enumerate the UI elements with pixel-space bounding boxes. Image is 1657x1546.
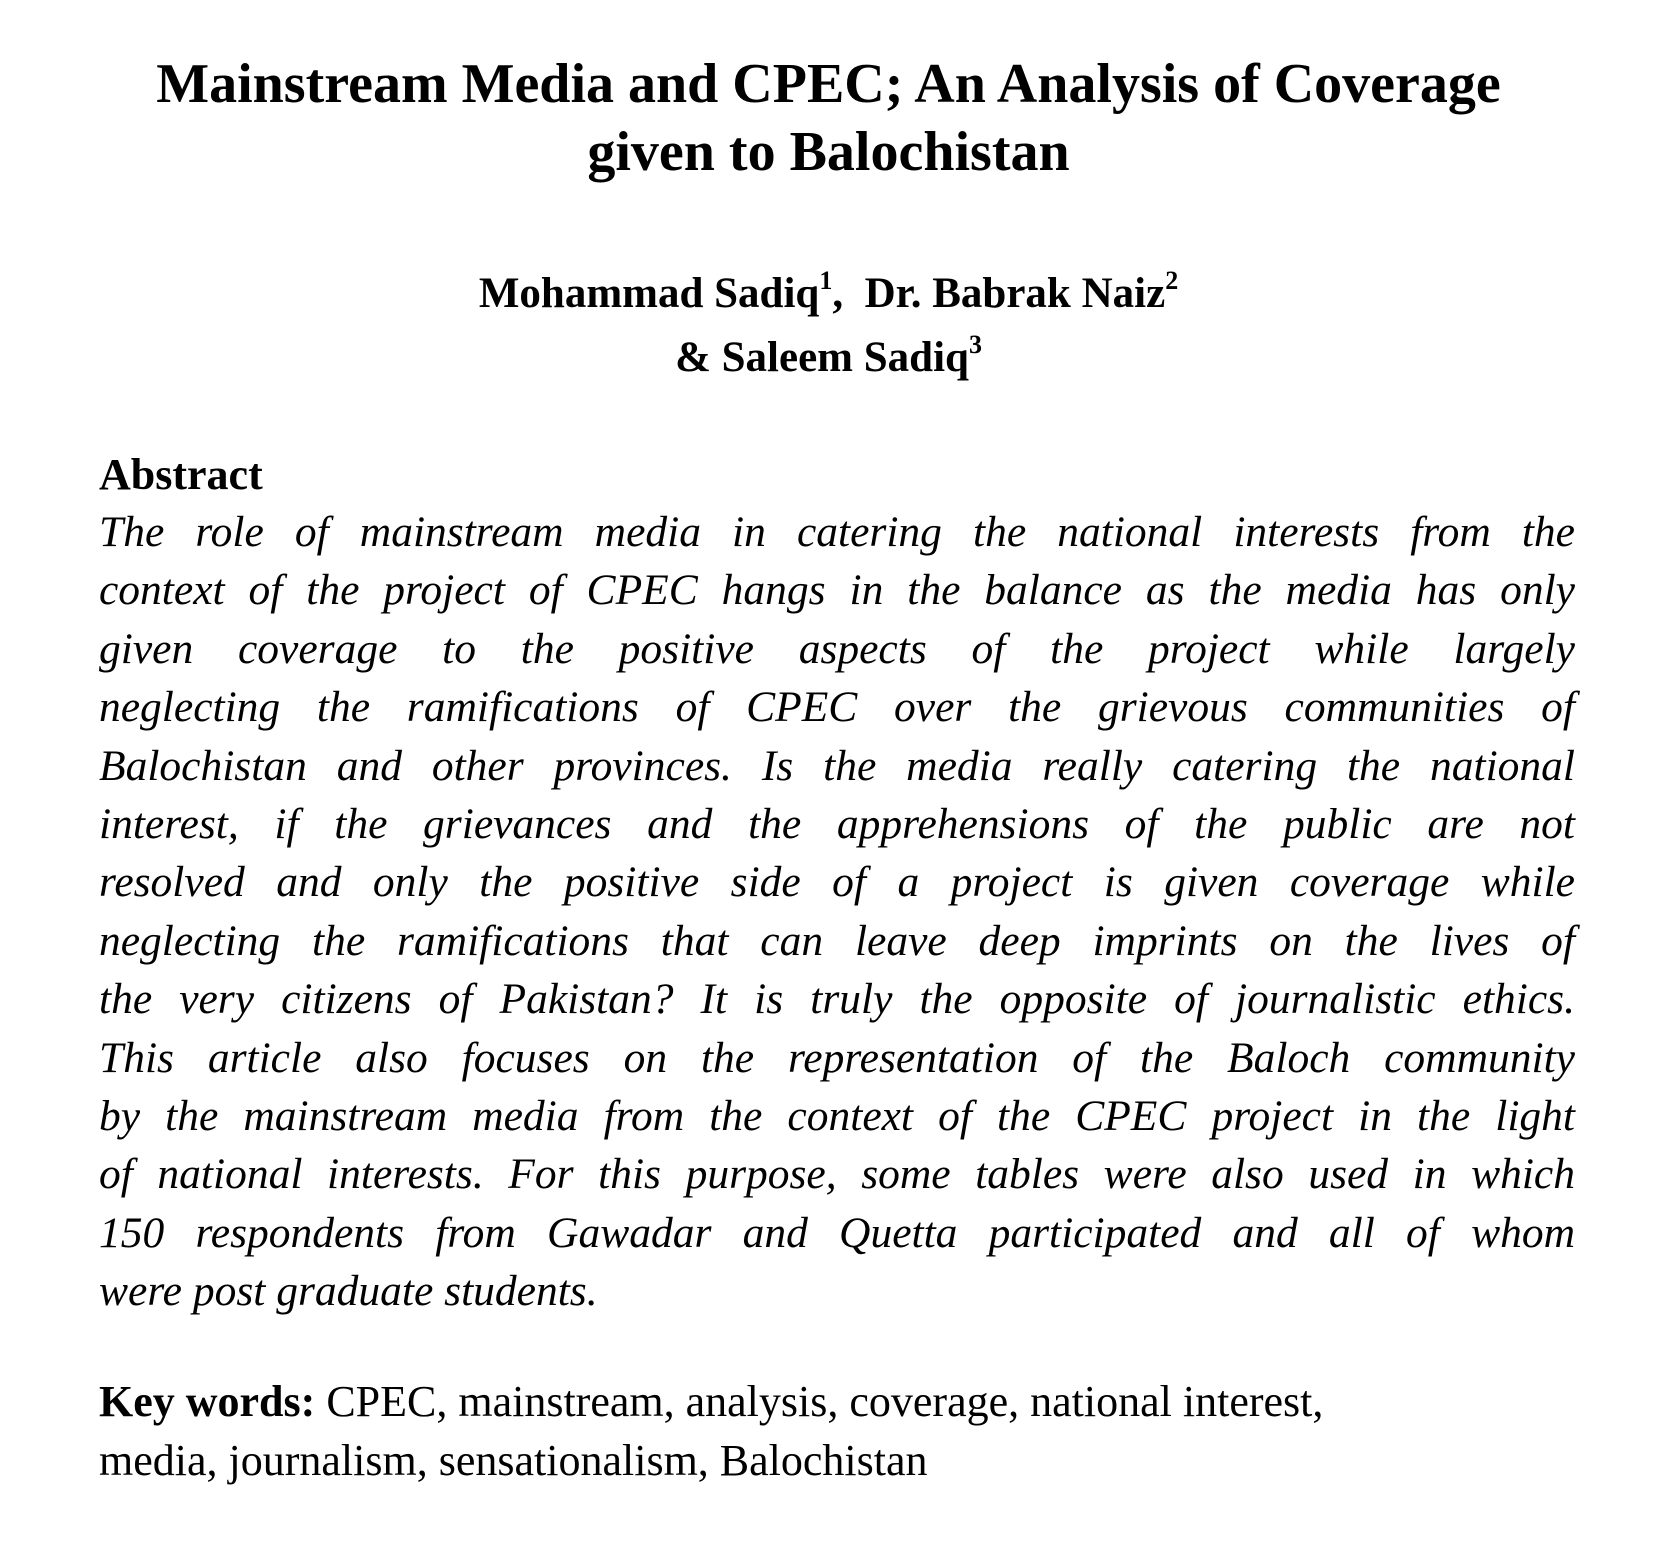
abstract-line: 150 respondents from Gawadar and Quetta participated and all of whom bbox=[99, 1208, 1575, 1257]
abstract-line: given coverage to the positive aspects of the project while largely bbox=[99, 624, 1575, 673]
abstract-line: This article also focuses on the representation of the Baloch community bbox=[99, 1033, 1575, 1082]
abstract-line: Balochistan and other provinces. Is the media really catering the national bbox=[99, 741, 1575, 790]
author-line-1: Mohammad Sadiq$^1$, Dr. Babrak Naiz$^2$ bbox=[478, 266, 1179, 317]
author-list bbox=[80, 264, 1577, 392]
abstract-text bbox=[99, 503, 1575, 1321]
keywords-line-1 bbox=[99, 1372, 1575, 1431]
author-affiliation-mark: 1 bbox=[819, 266, 833, 295]
abstract-line: neglecting the ramifications that can leave deep imprints on the lives of bbox=[99, 916, 1575, 965]
abstract-line: were post graduate students. bbox=[99, 1267, 598, 1316]
abstract-line: of national interests. For this purpose, some tables were also used in which bbox=[99, 1150, 1575, 1199]
paper-title bbox=[80, 50, 1577, 186]
author-name: & Saleem Sadiq bbox=[675, 334, 969, 381]
keywords-label: Key words: bbox=[99, 1377, 316, 1426]
abstract-line: interest, if the grievances and the apprehensions of the public are not bbox=[99, 800, 1575, 849]
author-name: Mohammad Sadiq bbox=[478, 270, 820, 317]
title-line-2: given to Balochistan bbox=[587, 121, 1070, 183]
abstract-line: context of the project of CPEC hangs in the balance as the media has only bbox=[99, 566, 1575, 615]
author-line-2 bbox=[80, 328, 1577, 392]
abstract-line: resolved and only the positive side of a project is given coverage while bbox=[99, 858, 1575, 907]
abstract-line: The role of mainstream media in catering the national interests from the bbox=[99, 508, 1575, 556]
author-name: Dr. Babrak Naiz bbox=[864, 270, 1166, 317]
author-affiliation-mark: 2 bbox=[1165, 266, 1179, 295]
title-line-1: Mainstream Media and CPEC; An Analysis of Coverage bbox=[156, 53, 1501, 115]
abstract-line: the very citizens of Pakistan? It is truly the opposite of journalistic ethics. bbox=[99, 975, 1575, 1024]
keywords-section bbox=[99, 1372, 1575, 1490]
keywords-line-2: media, journalism, sensationalism, Balochistan bbox=[99, 1436, 928, 1485]
author-affiliation-mark: 3 bbox=[968, 330, 982, 359]
abstract-line: by the mainstream media from the context of the CPEC project in the light bbox=[99, 1092, 1575, 1141]
abstract-line: neglecting the ramifications of CPEC over the grievous communities of bbox=[99, 683, 1575, 732]
abstract-heading: Abstract bbox=[99, 450, 263, 499]
keywords-list: CPEC, mainstream, analysis, coverage, national interest, bbox=[315, 1377, 1324, 1426]
